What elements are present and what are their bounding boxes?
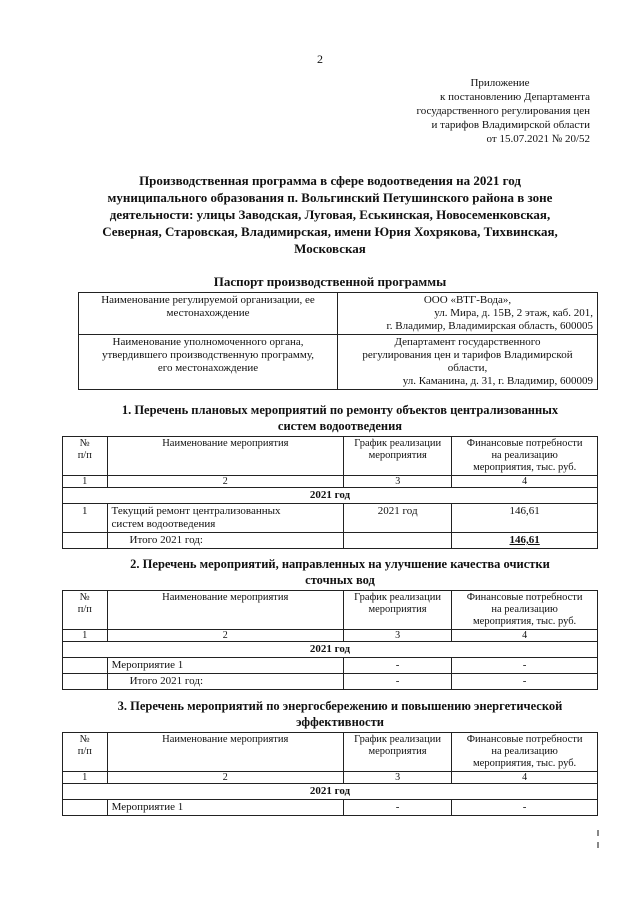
- header-line: мероприятия: [368, 604, 427, 615]
- label-line: Наименование уполномоченного органа,: [112, 336, 304, 348]
- section3-title: [80, 698, 600, 730]
- appendix-line: к постановлению Департамента: [439, 91, 590, 103]
- row-name-line: систем водоотведения: [111, 518, 216, 530]
- index-cell: 2: [107, 630, 343, 642]
- value-line: Департамент государственного: [394, 336, 541, 348]
- table-row: [63, 800, 598, 816]
- header-line: №: [79, 438, 90, 449]
- header-name: Наименование мероприятия: [107, 733, 343, 772]
- row-finance-cell: -: [452, 658, 598, 674]
- page-number: 2: [317, 52, 323, 66]
- passport-title: Паспорт производственной программы: [213, 274, 447, 289]
- row-schedule-cell: -: [343, 658, 451, 674]
- index-cell: 1: [63, 476, 108, 488]
- appendix-date-line: от 15.07.2021 № 20/52: [486, 133, 590, 145]
- header-line: Финансовые потребности: [466, 734, 583, 745]
- total-value-cell: -: [452, 674, 598, 690]
- total-schedule-cell: -: [343, 674, 451, 690]
- row-num-cell: 1: [63, 504, 108, 533]
- table-header-row: [63, 733, 598, 772]
- row-name-cell: [107, 504, 344, 533]
- header-name: Наименование мероприятия: [107, 437, 344, 476]
- table-index-row: [63, 630, 598, 642]
- appendix-block: [380, 76, 590, 146]
- year-row: [63, 784, 598, 800]
- header-line: мероприятия, тыс. руб.: [473, 758, 577, 769]
- index-cell: 4: [452, 630, 598, 642]
- header-name: Наименование мероприятия: [107, 591, 343, 630]
- index-cell: 3: [343, 772, 451, 784]
- passport-label: [79, 293, 338, 335]
- value-line: ул. Мира, д. 15В, 2 этаж, каб. 201,: [434, 307, 593, 319]
- empty-cell: [63, 533, 108, 549]
- section-title-line: 3. Перечень мероприятий по энергосбережению и повышению энергетической: [117, 699, 563, 713]
- index-cell: 4: [452, 476, 598, 488]
- label-line: утвердившего производственную программу,: [101, 349, 314, 361]
- year-row: [63, 488, 598, 504]
- header-finance: [452, 591, 598, 630]
- index-cell: 1: [63, 772, 108, 784]
- passport-label: [79, 335, 338, 390]
- header-line: мероприятия: [368, 450, 427, 461]
- section1-table: [62, 436, 598, 549]
- title-line: Северная, Старовская, Владимирская, имени Юрия Хохрякова, Тихвинская,: [102, 224, 558, 239]
- header-line: мероприятия, тыс. руб.: [473, 616, 577, 627]
- table-index-row: [63, 772, 598, 784]
- empty-cell: [344, 533, 452, 549]
- document-title: [80, 172, 580, 257]
- section-title-line: 1. Перечень плановых мероприятий по ремонту объектов централизованных: [121, 403, 559, 417]
- header-line: мероприятия: [368, 746, 427, 757]
- total-row: [63, 674, 598, 690]
- header-line: п/п: [77, 604, 92, 615]
- total-label-cell: Итого 2021 год:: [107, 674, 343, 690]
- header-line: График реализации: [354, 438, 442, 449]
- index-cell: 4: [452, 772, 598, 784]
- row-name-line: Текущий ремонт централизованных: [111, 505, 281, 517]
- passport-row: [79, 293, 598, 335]
- header-num: [63, 437, 108, 476]
- header-line: №: [79, 734, 90, 745]
- header-line: п/п: [77, 450, 92, 461]
- table-header-row: [63, 437, 598, 476]
- label-line: Наименование регулируемой организации, ее: [101, 294, 315, 306]
- title-line: деятельности: улицы Заводская, Луговая, Еськинская, Новосеменковская,: [109, 207, 551, 222]
- header-schedule: [344, 437, 452, 476]
- header-line: на реализацию: [491, 450, 558, 461]
- section1-title: [80, 402, 600, 434]
- header-line: мероприятия, тыс. руб.: [473, 462, 577, 473]
- header-schedule: [343, 591, 451, 630]
- header-line: Финансовые потребности: [466, 592, 583, 603]
- section-title-line: систем водоотведения: [277, 419, 403, 433]
- header-line: на реализацию: [491, 604, 558, 615]
- value-line: г. Владимир, Владимирская область, 600005: [386, 320, 593, 332]
- header-finance: [452, 733, 598, 772]
- year-cell: 2021 год: [63, 784, 598, 800]
- total-label-cell: Итого 2021 год:: [107, 533, 344, 549]
- header-line: График реализации: [354, 592, 441, 603]
- year-row: [63, 642, 598, 658]
- row-name-cell: Мероприятие 1: [107, 800, 343, 816]
- index-cell: 1: [63, 630, 108, 642]
- header-schedule: [343, 733, 451, 772]
- empty-cell: [63, 674, 108, 690]
- year-cell: 2021 год: [63, 488, 598, 504]
- row-finance-cell: 146,61: [452, 504, 598, 533]
- index-cell: 2: [107, 772, 343, 784]
- appendix-line: Приложение: [470, 77, 530, 89]
- index-cell: 3: [343, 630, 451, 642]
- header-num: [63, 733, 108, 772]
- header-line: №: [79, 592, 90, 603]
- scan-mark: [597, 842, 599, 848]
- year-cell: 2021 год: [63, 642, 598, 658]
- header-line: на реализацию: [491, 746, 558, 757]
- scan-mark: [597, 830, 599, 836]
- value-line: регулирования цен и тарифов Владимирской: [362, 349, 573, 361]
- appendix-line: и тарифов Владимирской области: [431, 119, 590, 131]
- value-line: ООО «ВТГ-Вода»,: [423, 294, 512, 306]
- appendix-line: государственного регулирования цен: [416, 105, 590, 117]
- row-name-cell: Мероприятие 1: [107, 658, 343, 674]
- header-num: [63, 591, 108, 630]
- title-line: Производственная программа в сфере водоотведения на 2021 год: [139, 173, 521, 188]
- passport-table: [78, 292, 598, 390]
- passport-row: [79, 335, 598, 390]
- section2-title: [80, 556, 600, 588]
- table-index-row: [63, 476, 598, 488]
- section-title-line: 2. Перечень мероприятий, направленных на улучшение качества очистки: [130, 557, 550, 571]
- row-schedule-cell: 2021 год: [344, 504, 452, 533]
- empty-cell: [63, 658, 108, 674]
- passport-value: [338, 335, 598, 390]
- section3-table: [62, 732, 598, 816]
- section-title-line: сточных вод: [305, 573, 375, 587]
- label-line: местонахождение: [166, 307, 250, 319]
- value-line: области,: [447, 362, 488, 374]
- header-line: Финансовые потребности: [466, 438, 583, 449]
- total-value-cell: 146,61: [452, 533, 598, 549]
- section2-table: [62, 590, 598, 690]
- passport-value: [338, 293, 598, 335]
- index-cell: 2: [107, 476, 344, 488]
- table-row: [63, 658, 598, 674]
- section-title-line: эффективности: [296, 715, 384, 729]
- empty-cell: [63, 800, 108, 816]
- title-line: Московская: [294, 241, 366, 256]
- label-line: его местонахождение: [157, 362, 259, 374]
- index-cell: 3: [344, 476, 452, 488]
- row-schedule-cell: -: [343, 800, 451, 816]
- total-row: [63, 533, 598, 549]
- table-row: [63, 504, 598, 533]
- header-line: п/п: [77, 746, 92, 757]
- header-finance: [452, 437, 598, 476]
- table-header-row: [63, 591, 598, 630]
- row-finance-cell: -: [452, 800, 598, 816]
- header-line: График реализации: [354, 734, 441, 745]
- value-line: ул. Каманина, д. 31, г. Владимир, 600009: [402, 375, 593, 387]
- title-line: муниципального образования п. Вольгинский Петушинского района в зоне: [107, 190, 553, 205]
